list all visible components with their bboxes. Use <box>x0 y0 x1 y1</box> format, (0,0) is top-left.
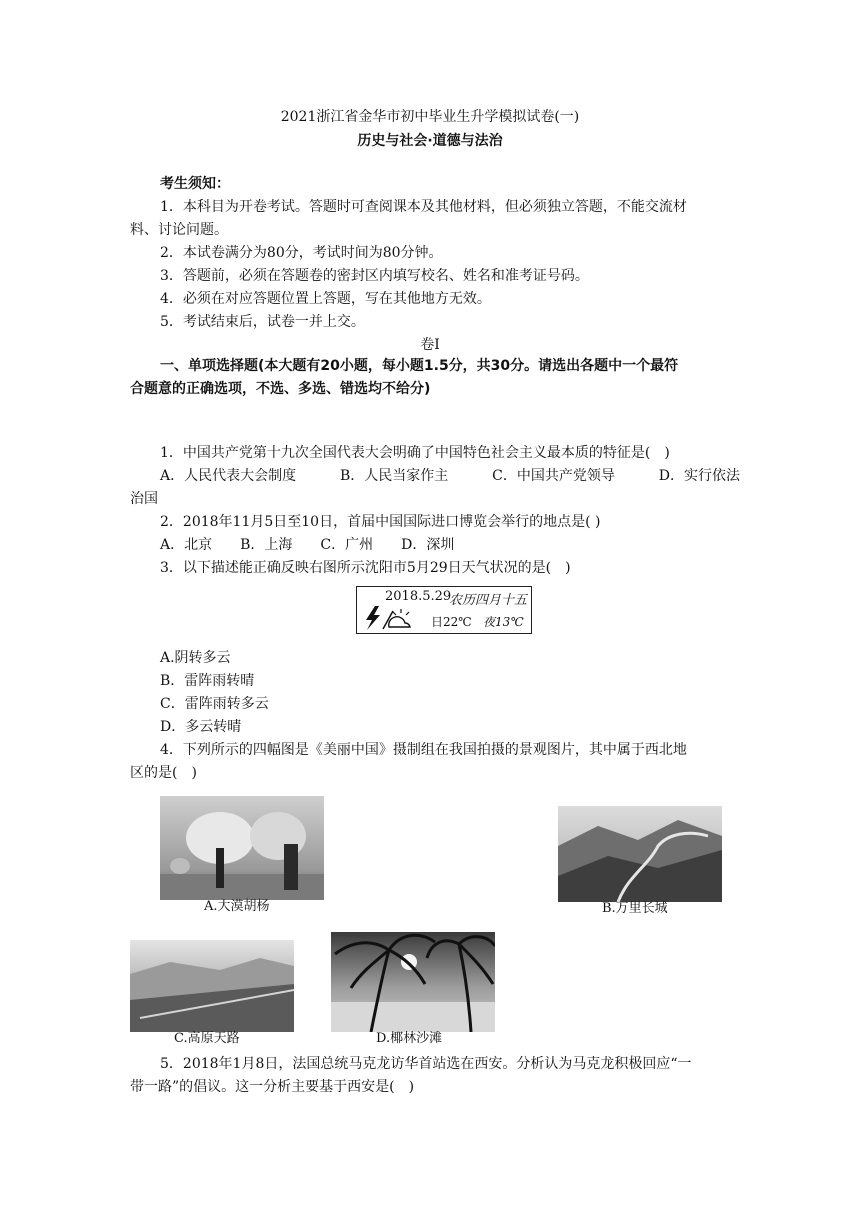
question-3-option-d: D．多云转晴 <box>160 719 242 735</box>
notice-heading: 考生须知： <box>160 176 230 192</box>
question-2-option-b: B．上海 <box>240 537 293 553</box>
question-1-option-c: C．中国共产党领导 <box>492 468 615 484</box>
volume-label: 卷Ⅰ <box>420 337 440 353</box>
question-3-option-b: B．雷阵雨转晴 <box>160 673 255 689</box>
photo-caption-c: C.高原天路 <box>174 1031 240 1046</box>
question-3-stem: 3．以下描述能正确反映右图所示沈阳市5月29日天气状况的是( ) <box>160 560 571 576</box>
photo-plateau-road <box>130 940 294 1032</box>
question-4-stem: 4．下列所示的四幅图是《美丽中国》摄制组在我国拍摄的景观图片，其中属于西北地 <box>160 742 687 758</box>
question-1-stem: 1．中国共产党第十九次全国代表大会明确了中国特色社会主义最本质的特征是( ) <box>160 445 670 461</box>
question-1-option-d-cont: 治国 <box>130 491 158 507</box>
photo-caption-a: A.大漠胡杨 <box>204 899 270 914</box>
question-3-option-c: C．雷阵雨转多云 <box>160 696 269 712</box>
question-5-stem-cont: 带一路”的倡议。这一分析主要基于西安是( ) <box>130 1079 415 1095</box>
question-1-options <box>160 466 740 486</box>
question-2-option-d: D．深圳 <box>401 537 455 553</box>
question-2-option-c: C．广州 <box>320 537 374 553</box>
question-4-stem-cont: 区的是( ) <box>130 765 197 781</box>
notice-item: 2．本试卷满分为80分，考试时间为80分钟。 <box>160 245 443 261</box>
question-3-option-a: A.阴转多云 <box>160 650 231 666</box>
weather-lunar-date: 农历四月十五 <box>449 593 528 608</box>
weather-card <box>356 586 532 634</box>
thunder-cloud-icon <box>363 605 415 631</box>
section-instruction: 一、单项选择题(本大题有20小题，每小题1.5分，共30分。请选出各题中一个最符 <box>160 358 679 374</box>
exam-title: 2021浙江省金华市初中毕业生升学模拟试卷(一) <box>280 109 580 125</box>
notice-item: 1．本科目为开卷考试。答题时可查阅课本及其他材料，但必须独立答题，不能交流材 <box>160 199 687 215</box>
notice-item: 3．答题前，必须在答题卷的密封区内填写校名、姓名和准考证号码。 <box>160 268 589 284</box>
notice-item: 5．考试结束后，试卷一并上交。 <box>160 314 365 330</box>
section-instruction: 合题意的正确选项，不选、多选、错选均不给分) <box>130 381 431 397</box>
exam-subtitle: 历史与社会·道德与法治 <box>357 133 503 149</box>
photo-desert-poplar <box>160 796 324 900</box>
photo-caption-b: B.万里长城 <box>602 901 668 916</box>
question-2-option-a: A．北京 <box>160 537 213 553</box>
question-2-options <box>160 535 454 555</box>
question-1-option-d: D．实行依法 <box>658 468 740 484</box>
weather-night-temp: 夜13℃ <box>483 615 524 629</box>
question-1-option-b: B．人民当家作主 <box>340 468 449 484</box>
photo-palm-beach <box>331 932 495 1032</box>
question-5-stem: 5．2018年1月8日，法国总统马克龙访华首站选在西安。分析认为马克龙积极回应“一 <box>160 1056 692 1072</box>
question-1-option-a: A．人民代表大会制度 <box>160 468 297 484</box>
photo-caption-d: D.椰林沙滩 <box>376 1031 443 1046</box>
weather-day-temp: 日22℃ <box>431 615 472 629</box>
weather-date: 2018.5.29 <box>385 589 452 604</box>
notice-item: 料、讨论问题。 <box>130 222 228 238</box>
notice-item: 4．必须在对应答题位置上答题，写在其他地方无效。 <box>160 291 491 307</box>
question-2-stem: 2．2018年11月5日至10日，首届中国国际进口博览会举行的地点是( ) <box>160 514 601 530</box>
photo-great-wall <box>558 806 722 902</box>
